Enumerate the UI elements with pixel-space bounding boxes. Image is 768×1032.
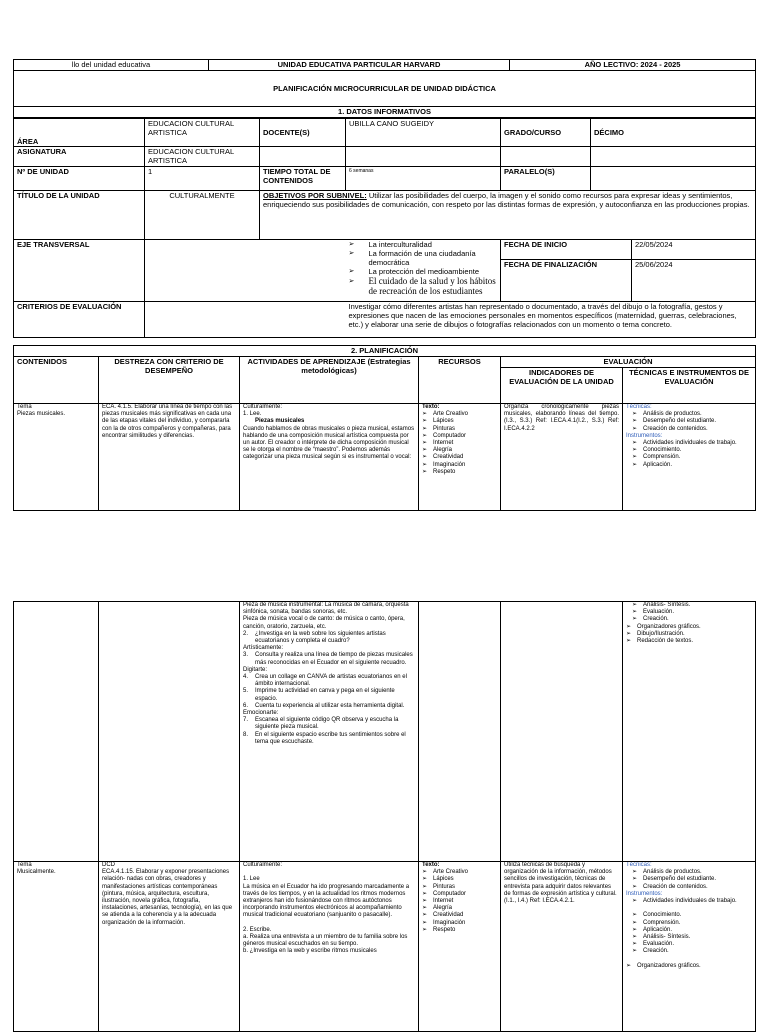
tecnica-item: ➢ Desempeño del estudiante. — [632, 876, 752, 883]
act-step: 6. Cuenta tu experiencia al utilizar esta herramienta digital. — [243, 703, 415, 710]
eje-item: ➢ La interculturalidad — [349, 240, 498, 249]
act-step: 2. ¿Investiga en la web sobre los siguientes artistas ecuatorianos y completa el cuadro? — [243, 631, 415, 645]
instrumentos-heading: Instrumentos: — [626, 432, 663, 439]
fecha-inicio-label: FECHA DE INICIO — [501, 240, 631, 260]
eje-item: ➢ El cuidado de la salud y los hábitos de recreación de los estudiantes — [349, 276, 498, 296]
recurso-item: ➢ Lápices — [422, 418, 497, 425]
recursos-heading: Texto: — [422, 862, 440, 868]
instrumento-item: ➢ Dibujo/Ilustración. — [626, 631, 752, 638]
row1-indicadores: Organiza cronológicamente piezas musicales, elaborando líneas del tiempo. (I.3., S.3.) Ref: I.ECA.4.1(I.2., S.3.) Ref: I.ECA.4.2.2 — [501, 404, 623, 511]
act-text: Cuando hablamos de obras musicales o pieza musical, estamos hablando de una composición musical artística compuesta por un autor. El creador o intérprete de dicha composición musical se le otorga el nombre de “maestro”. Podemos además categorizar una pieza musical según si es instrumental o vocal: — [243, 425, 415, 461]
recurso-item: ➢ Arte Creativo — [422, 869, 497, 876]
row2-destreza — [99, 862, 240, 1032]
col-contenidos: CONTENIDOS — [14, 357, 99, 404]
act-step: 8. En el siguiente espacio escribe tus sentimientos sobre el tema que escuchaste. — [243, 732, 415, 746]
eje-item: ➢ La formación de una ciudadanía democrática — [349, 249, 498, 267]
row2-indicadores: Utiliza técnicas de búsqueda y organización de la información, métodos sencillos de investigación, técnicas de entrevista para adquirir datos relevantes de formas de expresión artística y cultural. (I.1., I.4.) Ref: I.ECA.4.2.1. — [501, 862, 623, 1032]
datos-informativos-grid — [13, 118, 756, 338]
eje-transversal-list — [346, 240, 501, 302]
fechas-values — [632, 240, 756, 302]
act-substep: b. ¿Investiga en la web y escribe ritmos musicales — [243, 948, 377, 955]
act-step: 1. Lee — [243, 876, 260, 883]
row2-contenidos — [14, 862, 99, 1032]
recurso-item: ➢ Creatividad — [422, 912, 497, 919]
instrumento-item: ➢ Análisis- Síntesis. — [632, 602, 752, 609]
col-destreza: DESTREZA CON CRITERIO DE DESEMPEÑO — [99, 357, 240, 404]
criterios-label: CRITERIOS DE EVALUACIÓN — [14, 302, 145, 338]
col-evaluacion: EVALUACIÓN — [501, 357, 756, 368]
section-heading-planificacion: 2. PLANIFICACIÓN — [14, 346, 756, 357]
row2-recursos — [419, 862, 501, 1032]
tema-label: Tema — [17, 862, 32, 868]
dcd-label: DCD — [102, 862, 115, 868]
titulo-unidad-value: CULTURALMENTE — [145, 191, 260, 240]
instrumento-item: ➢ Comprensión. — [632, 454, 752, 461]
instrumento-item: ➢ Aplicación. — [632, 927, 752, 934]
recurso-item: ➢ Computador — [422, 433, 497, 440]
recurso-item: ➢ Lápices — [422, 876, 497, 883]
planificacion-table-page1 — [13, 59, 756, 118]
tecnicas-heading: Técnicas: — [626, 862, 652, 868]
tiempo-label: TIEMPO TOTAL DE CONTENIDOS — [260, 167, 346, 191]
act-step: 4. Crea un collage en CANVA de artistas ecuatorianos en el ámbito internacional. — [243, 674, 415, 688]
paralelo-label: PARALELO(S) — [501, 167, 591, 191]
instrumento-item: ➢ Creación. — [632, 616, 752, 623]
instrumento-item: ➢ Evaluación. — [632, 941, 752, 948]
row1-actividades-continued — [240, 602, 419, 862]
instrumento-item: ➢ Evaluación. — [632, 609, 752, 616]
act-subtitle: Piezas musicales — [255, 418, 305, 425]
fecha-inicio-value: 22/05/2024 — [632, 240, 755, 260]
paralelo-value — [591, 167, 756, 191]
tema-value: Piezas musicales. — [17, 411, 66, 418]
recurso-item: ➢ Imaginación — [422, 462, 497, 469]
unidad-value: 1 — [145, 167, 260, 191]
tema-label: Tema — [17, 404, 32, 410]
area-value: EDUCACION CULTURAL ARTISTICA — [145, 119, 260, 147]
school-name: UNIDAD EDUCATIVA PARTICULAR HARVARD — [209, 60, 510, 71]
instrumento-item: ➢ Actividades individuales de trabajo. — [632, 440, 752, 447]
row1-tecnicas-continued — [623, 602, 756, 862]
tecnica-item: ➢ Creación de contenidos. — [632, 884, 752, 891]
recurso-item: ➢ Alegría — [422, 447, 497, 454]
act-step: 3. Consulta y realiza una línea de tiempo de piezas musicales más reconocidas en el Ecuador en el siguiente recuadro. — [243, 652, 415, 666]
act-heading: Culturalmente: — [243, 404, 283, 410]
act-step: 7. Escanea el siguiente código QR observa y escucha la siguiente pieza musical. — [243, 717, 415, 731]
grado-label: GRADO/CURSO — [501, 119, 591, 147]
instrumento-item: ➢ Organizadores gráficos. — [626, 963, 752, 970]
recurso-item: ➢ Creatividad — [422, 454, 497, 461]
act-substep: a. Realiza una entrevista a un miembro de tu familia sobre los géneros musical escuchados en su tiempo. — [243, 934, 408, 948]
recurso-item: ➢ Pinturas — [422, 426, 497, 433]
act-text: La música en el Ecuador ha ido progresando marcadamente a través de los tiempos, y en la actualidad los ritmos modernos extranjeros han ido fusionándose con ritmos autóctonos incorporando instrumentos electrónicos al acompañamiento musical tradicional ecuatoriano (sanjuanito o pasacalle). — [243, 883, 410, 919]
recurso-item: ➢ Arte Creativo — [422, 411, 497, 418]
recurso-item: ➢ Internet — [422, 898, 497, 905]
act-text: Pieza de música vocal o de canto: de música o canto, ópera, canción, oratorio, zarzuela, etc. — [243, 616, 405, 630]
col-actividades: ACTIVIDADES DE APRENDIZAJE (Estrategias metodológicas) — [240, 357, 419, 404]
fechas-labels — [501, 240, 632, 302]
row1-destreza: ECA. 4.1.5. Elaborar una línea de tiempo con las piezas musicales más significativas en cada una de las etapas vitales del individuo, y compararla con la de otros compañeros y compañeras, para encontrar similitudes y diferencias. — [99, 404, 240, 511]
tecnica-item: ➢ Desempeño del estudiante. — [632, 418, 752, 425]
act-step: 2. Escribe. — [243, 926, 272, 933]
tecnica-item: ➢ Análisis de productos. — [632, 869, 752, 876]
criterios-value: Investigar cómo diferentes artistas han representado o documentado, a través del dibujo o la fotografía, gestos y expresiones que nacen de las emociones personales en momentos específicos (maternidad, guerras, celebraciones, etc.) y elaborar una serie de dibujos o fotografías relacionados con un momento o tema concreto. — [346, 302, 756, 338]
document-title: PLANIFICACIÓN MICROCURRICULAR DE UNIDAD DIDÁCTICA — [14, 71, 756, 107]
school-year: AÑO LECTIVO: 2024 - 2025 — [510, 60, 756, 71]
docente-label: DOCENTE(S) — [260, 119, 346, 147]
section-heading-datos: 1. DATOS INFORMATIVOS — [14, 107, 756, 118]
recurso-item: ➢ Imaginación — [422, 920, 497, 927]
objetivos-label: OBJETIVOS POR SUBNIVEL: — [263, 191, 367, 200]
recurso-item: ➢ Computador — [422, 891, 497, 898]
recurso-item: ➢ Internet — [422, 440, 497, 447]
act-heading: Emocionarte: — [243, 710, 279, 717]
instrumento-item: ➢ Análisis- Síntesis. — [632, 934, 752, 941]
tecnica-item: ➢ Creación de contenidos. — [632, 426, 752, 433]
act-text: Pieza de música instrumental: La música de cámara, orquesta sinfónica, sonata, bandas sonoras, etc. — [243, 602, 409, 616]
planificacion-grid-page1 — [13, 345, 756, 511]
row1-contenidos — [14, 404, 99, 511]
asignatura-value: EDUCACION CULTURAL ARTISTICA — [145, 147, 260, 167]
tiempo-value: 6 semanas — [346, 167, 501, 191]
instrumento-item: ➢ Conocimiento. — [632, 912, 752, 919]
recurso-item: ➢ Respeto — [422, 469, 497, 476]
act-heading: Digitarte: — [243, 666, 268, 673]
instrumento-item: ➢ Actividades individuales de trabajo. — [632, 898, 752, 905]
recurso-item: ➢ Alegría — [422, 905, 497, 912]
recurso-item: ➢ Pinturas — [422, 884, 497, 891]
col-indicadores: INDICADORES DE EVALUACIÓN DE LA UNIDAD — [501, 368, 623, 404]
row1-recursos — [419, 404, 501, 511]
fecha-fin-value: 25/06/2024 — [635, 260, 673, 269]
asignatura-label: ASIGNATURA — [14, 147, 145, 167]
instrumento-item: ➢ Comprensión. — [632, 920, 752, 927]
instrumento-item: ➢ Creación. — [632, 948, 752, 955]
recurso-item: ➢ Respeto — [422, 927, 497, 934]
docente-value: UBILLA CANO SUGEIDY — [346, 119, 501, 147]
tecnica-item: ➢ Análisis de productos. — [632, 411, 752, 418]
instrumento-item: ➢ Aplicación. — [632, 462, 752, 469]
tecnicas-heading: Técnicas: — [626, 404, 652, 410]
objetivos-cell — [260, 191, 756, 240]
act-heading: Artísticamente: — [243, 645, 284, 652]
planificacion-grid-page2 — [13, 601, 756, 1032]
logo-placeholder: llo del unidad educativa — [14, 60, 209, 71]
act-heading: Culturalmente: — [243, 862, 283, 868]
row2-tecnicas — [623, 862, 756, 1032]
grado-value: DÉCIMO — [591, 119, 756, 147]
tema-value: Musicalmente. — [17, 869, 56, 876]
row1-tecnicas — [623, 404, 756, 511]
eje-item: ➢ La protección del medioambiente — [349, 267, 498, 276]
instrumento-item: ➢ Conocimiento. — [632, 447, 752, 454]
instrumento-item: ➢ Redacción de textos. — [626, 638, 752, 645]
area-label: ÁREA — [14, 119, 145, 147]
col-recursos: RECURSOS — [419, 357, 501, 404]
objetivos-value: Utilizar las posibilidades del cuerpo, la imagen y el sonido como recursos para expresar ideas y sentimientos, enriqueciendo sus posibilidades de comunicación, con respeto por las distintas formas de expresión, y autoconfianza en las producciones propias. — [263, 191, 750, 209]
recursos-heading: Texto: — [422, 404, 440, 410]
row2-actividades — [240, 862, 419, 1032]
col-tecnicas: TÉCNICAS E INSTRUMENTOS DE EVALUACIÓN — [623, 368, 756, 404]
row1-actividades — [240, 404, 419, 511]
fecha-fin-label: FECHA DE FINALIZACIÓN — [504, 260, 598, 269]
unidad-label: Nº DE UNIDAD — [14, 167, 145, 191]
instrumentos-heading: Instrumentos: — [626, 890, 663, 897]
eje-transversal-label: EJE TRANSVERSAL — [14, 240, 145, 302]
destreza-text: ECA.4.1.15. Elaborar y exponer presentaciones relación- nadas con obras, creadores y manifestaciones artísticas contemporáneas (pintura, música, arquitectura, escultura, ilustración, novela gráfica, fotografía, instalaciones, artesanías, tecnología), en las que se atienda a la coherencia y a la adecuada organización de la información. — [102, 869, 233, 926]
act-step: 1. Lee. — [243, 411, 262, 418]
act-step: 5. Imprime tu actividad en canva y pega en el siguiente espacio. — [243, 688, 415, 702]
instrumento-item: ➢ Organizadores gráficos. — [626, 624, 752, 631]
titulo-unidad-label: TÍTULO DE LA UNIDAD — [14, 191, 145, 240]
